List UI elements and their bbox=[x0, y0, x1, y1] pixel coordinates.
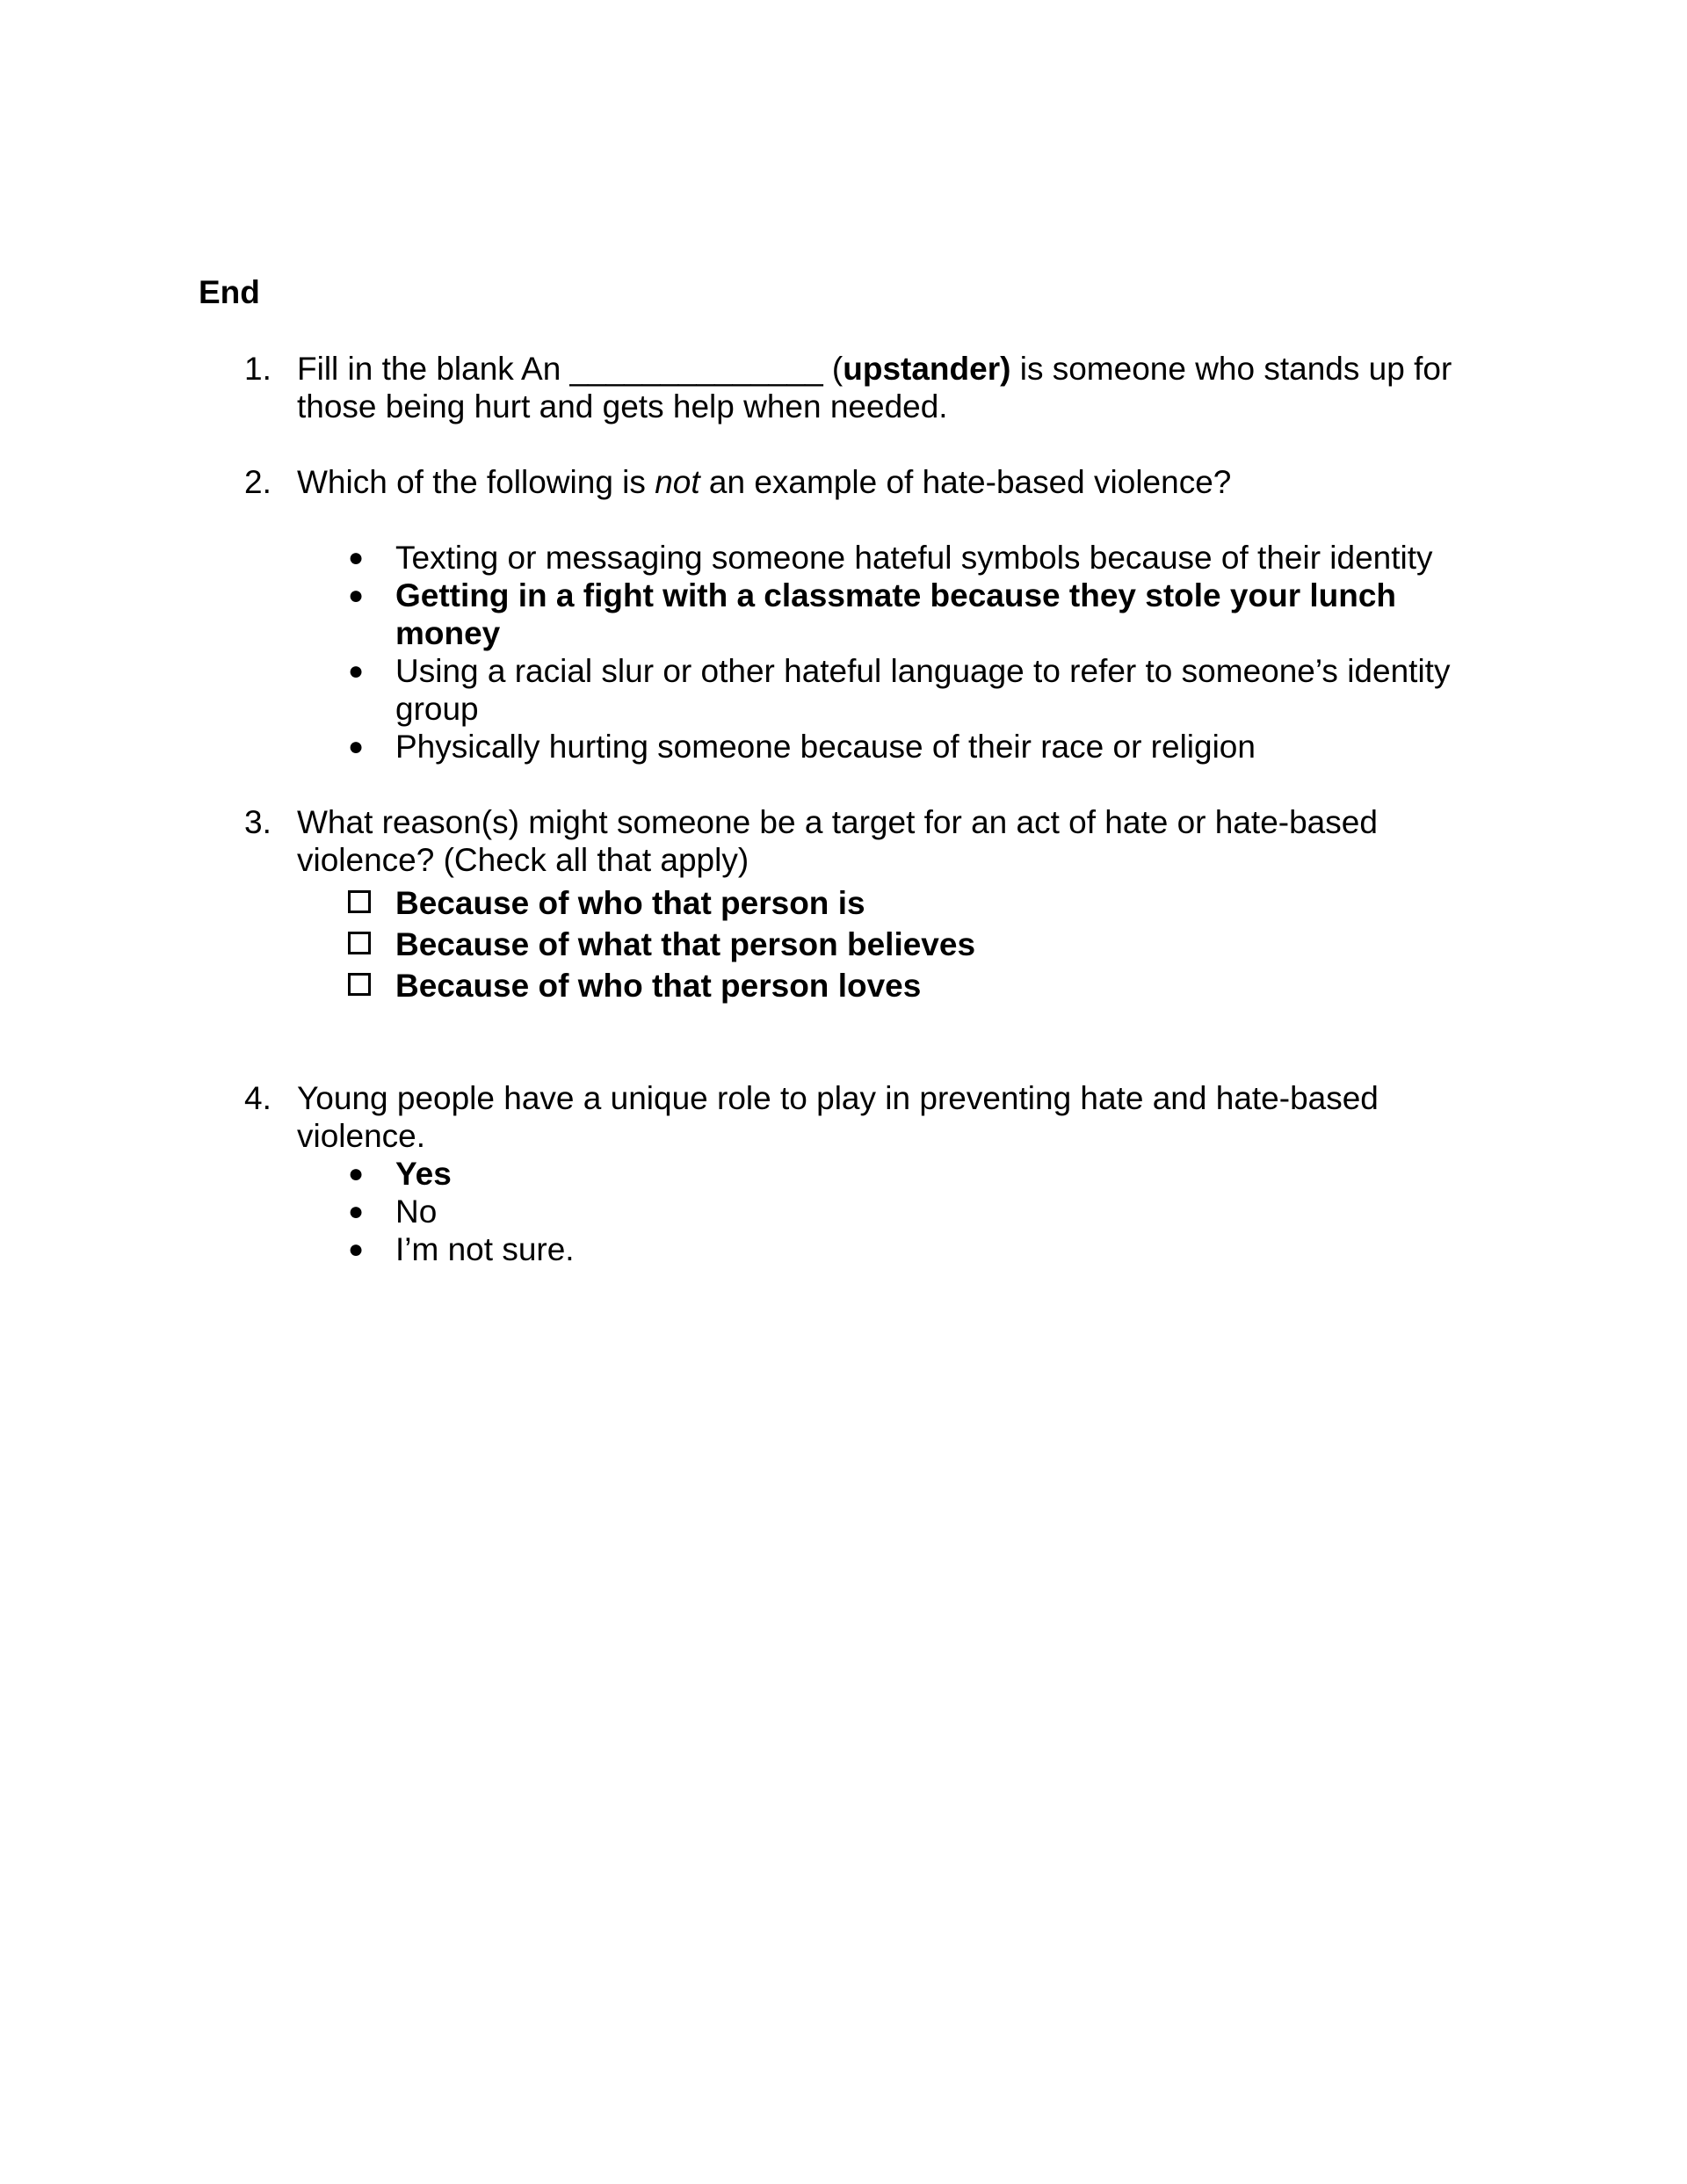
question-4 bbox=[244, 1079, 1492, 1155]
list-item bbox=[344, 652, 1487, 728]
bullet-icon: ● bbox=[348, 581, 365, 610]
option-text: Because of who that person is bbox=[395, 885, 865, 921]
question-text bbox=[297, 350, 1492, 425]
option-text: Physically hurting someone because of their race or religion bbox=[395, 729, 1256, 765]
q3-text-line1: What reason(s) might someone be a target for an act of hate or hate-based bbox=[297, 804, 1378, 840]
question-number: 2. bbox=[244, 464, 272, 500]
question-number: 3. bbox=[244, 804, 272, 840]
option-text: I’m not sure. bbox=[395, 1231, 575, 1267]
bullet-icon: ● bbox=[348, 1197, 365, 1226]
option-text-line2: group bbox=[395, 691, 479, 727]
checkbox-option[interactable] bbox=[344, 884, 1487, 922]
list-item bbox=[344, 1155, 1487, 1193]
q3-text-line2: violence? (Check all that apply) bbox=[297, 842, 749, 878]
checkbox-icon[interactable] bbox=[348, 932, 371, 954]
option-text: Texting or messaging someone hateful symbols because of their identity bbox=[395, 540, 1433, 576]
bullet-icon: ● bbox=[348, 1235, 365, 1264]
checkbox-icon[interactable] bbox=[348, 890, 371, 913]
q4-text-line1: Young people have a unique role to play in preventing hate and hate-based bbox=[297, 1080, 1379, 1116]
q1-text-line2: those being hurt and gets help when needed. bbox=[297, 388, 948, 424]
list-item bbox=[344, 539, 1487, 577]
question-text bbox=[297, 463, 1492, 501]
bullet-icon: ● bbox=[348, 732, 365, 761]
option-text: No bbox=[395, 1194, 438, 1230]
option-text: Because of who that person loves bbox=[395, 968, 922, 1004]
option-text: Yes bbox=[395, 1156, 452, 1192]
q2-text-post: an example of hate-based violence? bbox=[699, 464, 1232, 500]
bullet-icon: ● bbox=[348, 657, 365, 686]
option-text-line1: Getting in a fight with a classmate because they stole your lunch bbox=[395, 577, 1397, 613]
question-2 bbox=[244, 463, 1492, 501]
list-item bbox=[344, 577, 1487, 652]
q1-text-post: is someone who stands up for bbox=[1010, 351, 1452, 387]
list-item bbox=[344, 1193, 1487, 1230]
q2-text-pre: Which of the following is bbox=[297, 464, 655, 500]
q4-text-line2: violence. bbox=[297, 1118, 426, 1154]
option-text: Because of what that person believes bbox=[395, 926, 976, 962]
section-heading: End bbox=[199, 274, 260, 310]
question-3 bbox=[244, 803, 1492, 879]
question-text bbox=[297, 803, 1492, 879]
option-text-line2: money bbox=[395, 615, 501, 651]
list-item bbox=[344, 728, 1487, 765]
question-number: 1. bbox=[244, 351, 272, 387]
q2-text-italic: not bbox=[655, 464, 700, 500]
bullet-icon: ● bbox=[348, 543, 365, 572]
question-text bbox=[297, 1079, 1492, 1155]
q1-answer-bold: upstander) bbox=[843, 351, 1011, 387]
checkbox-icon[interactable] bbox=[348, 973, 371, 996]
option-text bbox=[395, 577, 1487, 652]
question-number: 4. bbox=[244, 1080, 272, 1116]
option-text-line1: Using a racial slur or other hateful language to refer to someone’s identity bbox=[395, 653, 1451, 689]
q1-text-pre: Fill in the blank An ______________ ( bbox=[297, 351, 844, 387]
option-text bbox=[395, 652, 1487, 728]
checkbox-option[interactable] bbox=[344, 967, 1487, 1005]
question-1 bbox=[244, 350, 1492, 425]
bullet-icon: ● bbox=[348, 1159, 365, 1188]
list-item bbox=[344, 1230, 1487, 1268]
checkbox-option[interactable] bbox=[344, 925, 1487, 963]
